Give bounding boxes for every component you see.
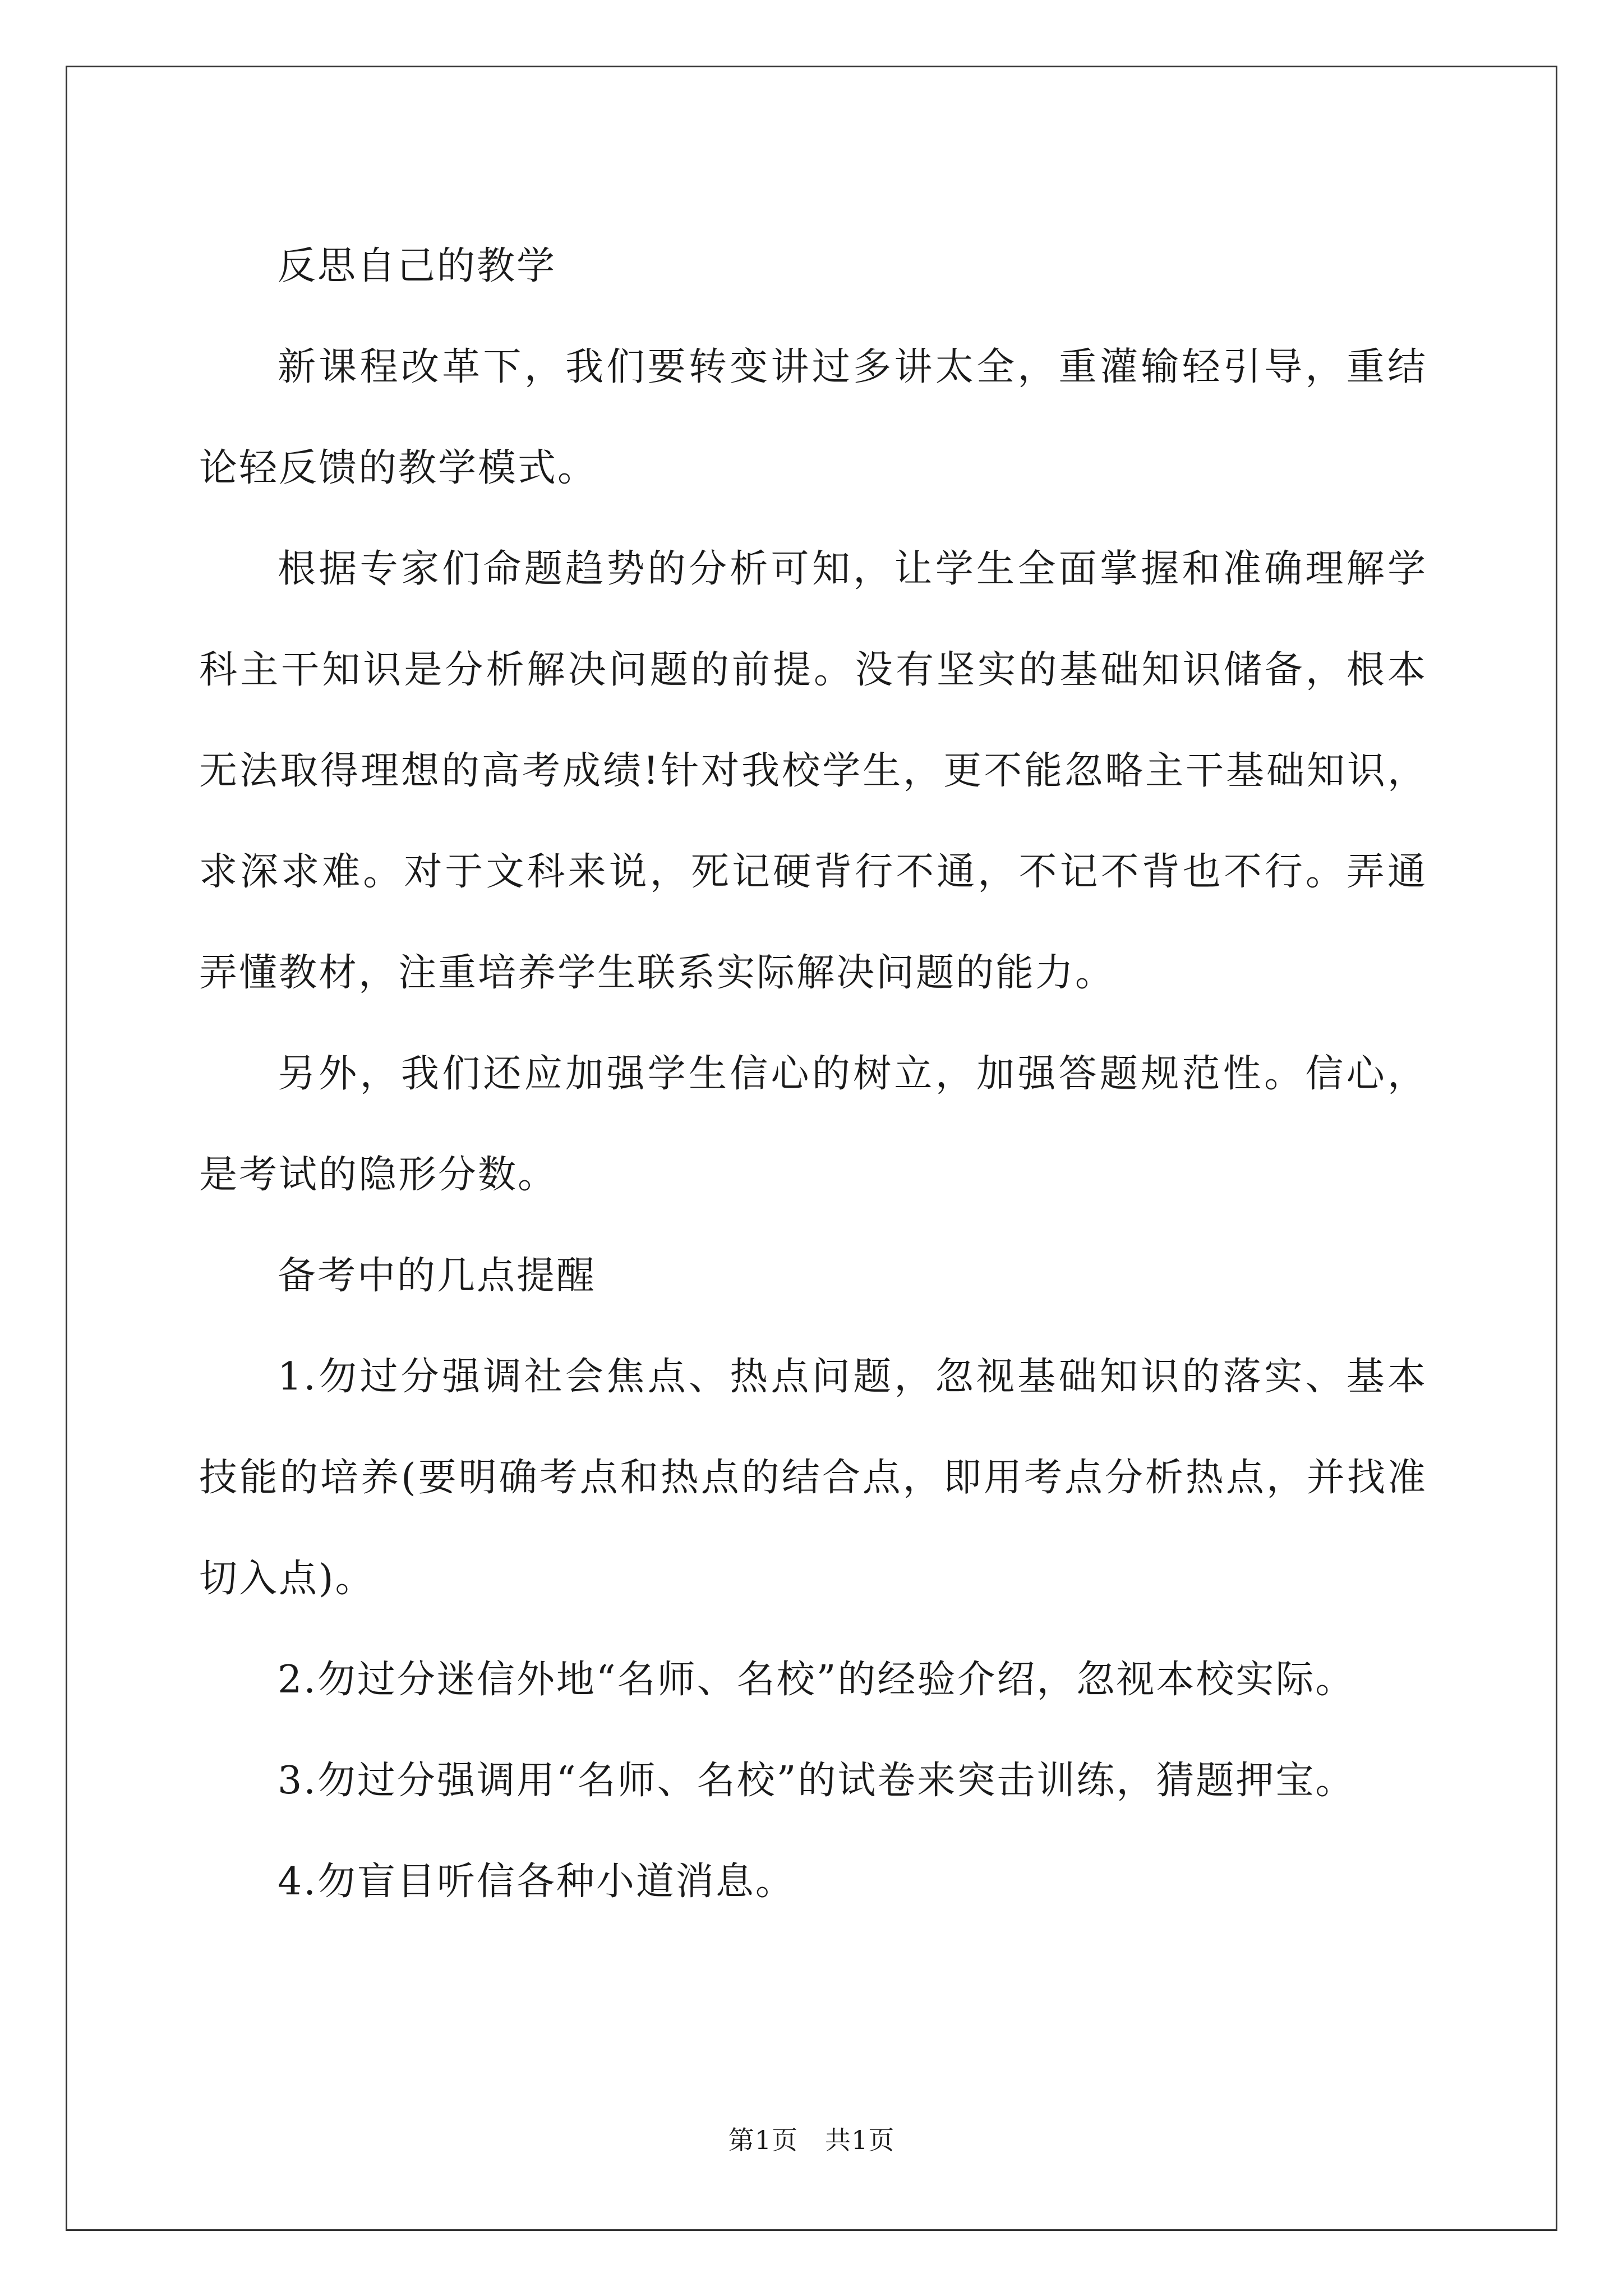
list-item: 3.勿过分强调用“名师、名校”的试卷来突击训练，猜题押宝。 (278, 1759, 1355, 1803)
list-item: 4.勿盲目听信各种小道消息。 (278, 1860, 795, 1904)
paragraph: 根据专家们命题趋势的分析可知，让学生全面掌握和准确理解学科主干知识是分析解决问题的前提。没有坚实的基础知识储备，根本无法取得理想的高考成绩!针对我校学生，更不能忽略主干基础知识，求深求难。对于文科来说，死记硬背行不通，不记不背也不行。弄通弄懂教材，注重培养学生联系实际解决问题的能力。 (199, 547, 1427, 995)
paragraph: 新课程改革下，我们要转变讲过多讲太全，重灌输轻引导，重结论轻反馈的教学模式。 (199, 345, 1427, 490)
page-number: 第1页 (728, 2125, 798, 2155)
section-heading-reminders: 备考中的几点提醒 (278, 1254, 597, 1298)
paragraph: 另外，我们还应加强学生信心的树立，加强答题规范性。信心，是考试的隐形分数。 (199, 1052, 1427, 1197)
section-heading-reflection: 反思自己的教学 (278, 244, 557, 288)
list-item: 2.勿过分迷信外地“名师、名校”的经验介绍，忽视本校实际。 (278, 1658, 1355, 1702)
list-item: 1.勿过分强调社会焦点、热点问题，忽视基础知识的落实、基本技能的培养(要明确考点和热点的结合点，即用考点分析热点，并找准切入点)。 (199, 1355, 1427, 1601)
document-body (199, 216, 1427, 1932)
page-footer (0, 2123, 1623, 2157)
page-total: 共1页 (825, 2125, 895, 2155)
